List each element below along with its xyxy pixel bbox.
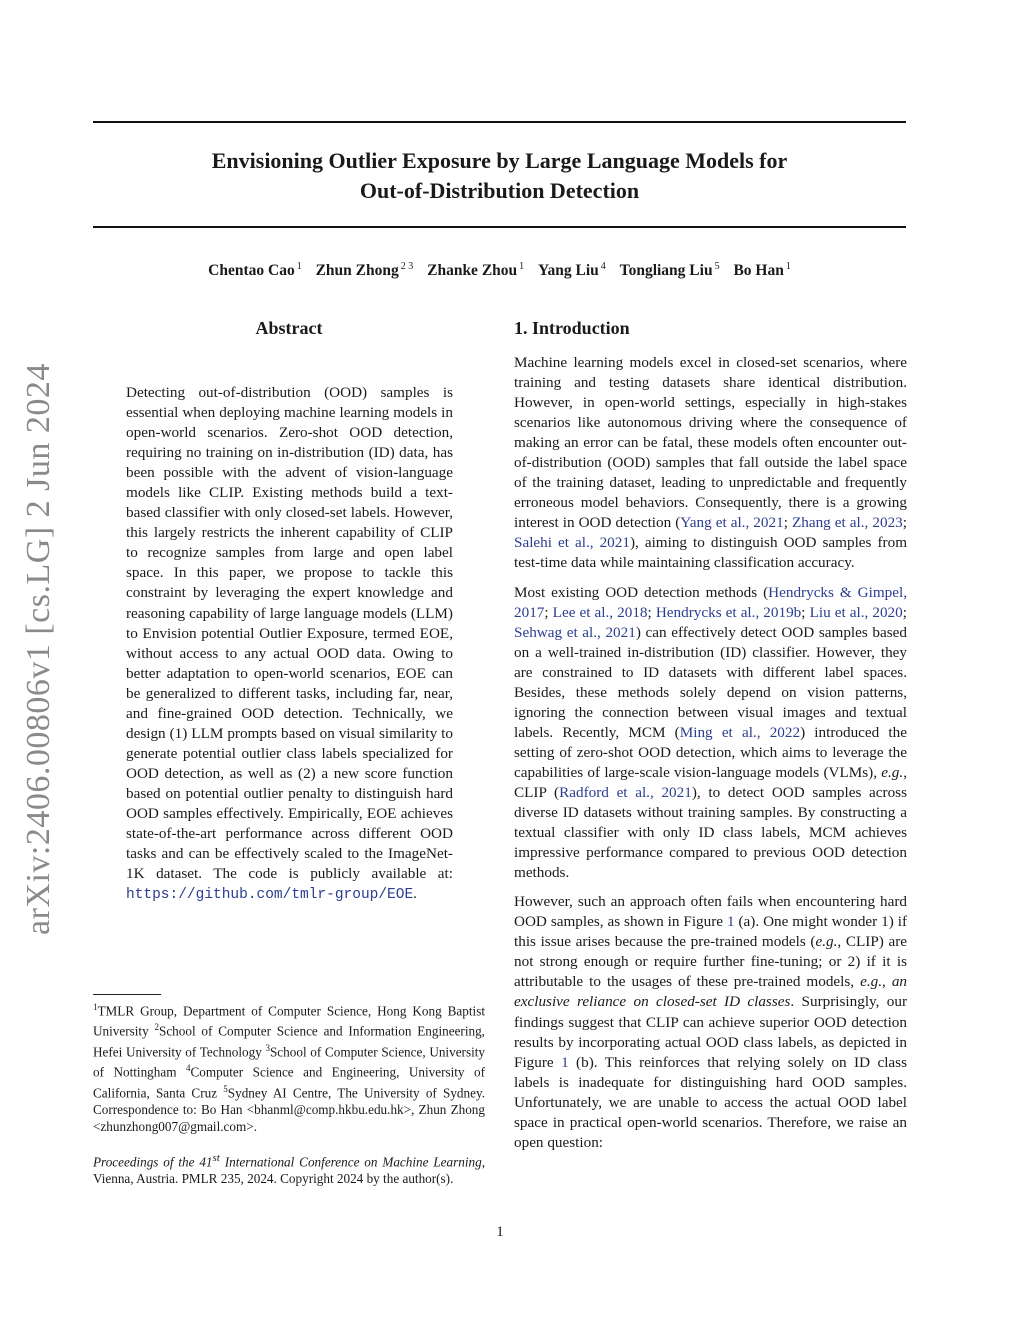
intro-paragraph-1: Machine learning models excel in closed-set scenarios, where training and testing datasets share identical distribution. However, in open-world settings, especially in high-stakes scenarios like autonomous driving where the consequence of making an error can be fatal, these models often encounter out-of-distribution (OOD) samples that fall outside the label space of the training dataset, leading to unpredictable and frequently erroneous model behaviors. Consequently, there is a growing interest in OOD detection (Yang et al., 2021; Zhang et al., 2023; Salehi et al., 2021), aiming to distinguish OOD samples from test-time data while maintaining classification accuracy. — [514, 354, 908, 572]
code-link[interactable]: https://github.com/tmlr-group/EOE — [126, 887, 414, 904]
citation-link[interactable]: Yang et al., 2021 — [680, 514, 784, 532]
paper-title — [93, 146, 906, 206]
citation-link[interactable]: Hendrycks et al., 2019b — [655, 603, 802, 621]
title-top-rule — [93, 121, 906, 123]
abstract-body: Detecting out-of-distribution (OOD) samples is essential when deploying machine learning models in open-world scenarios. Zero-shot OOD detection, requiring no training on in-distribution (ID) data, has been possible with the advent of vision-language models like CLIP. Existing methods build a text-based classifier with only closed-set labels. However, this largely restricts the inherent capability of CLIP to recognize samples from large and open label space. In this paper, we propose to tackle this constraint by leveraging the expert knowledge and reasoning capability of large language models (LLM) to Envision potential Outlier Exposure, termed EOE, without access to any actual OOD data. Owing to better adaptation to open-world scenarios, EOE can be generalized to different tasks, including far, near, and fine-grained OOD detection. Technically, we design (1) LLM prompts based on visual similarity to generate potential outlier class labels specialized for OOD detection, as well as (2) a new score function based on potential outlier penalty to distinguish hard OOD samples effectively. Empirically, EOE achieves state-of-the-art performance across different OOD tasks and can be effectively scaled to the ImageNet-1K dataset. The code is publicly available at: https://github.com/tmlr-group/EOE. — [126, 384, 453, 904]
footnote-rule — [93, 994, 161, 995]
abstract-heading: Abstract — [255, 318, 323, 338]
intro-paragraph-3: However, such an approach often fails when encountering hard OOD samples, as shown in Figure 1 (a). One might wonder 1) if this issue arises because the pre-trained models (e.g., CLIP) are not strong enough or require further fine-tuning; or 2) if it is attributable to the usages of these pre-trained models, e.g., an exclusive reliance on closed-set ID classes. Surprisingly, our findings suggest that CLIP can achieve superior OOD detection results by incorporating actual OOD class labels, as depicted in Figure 1 (b). This reinforces that relying solely on ID class labels is inadequate for distinguishing hard OOD samples. Unfortunately, we are unable to access the actual OOD label space in practical open-world scenarios. Therefore, we raise an open question: — [514, 893, 908, 1151]
author-list — [93, 261, 906, 280]
author: Tongliang Liu $^5$ — [619, 261, 720, 280]
figure-link[interactable]: 1 — [561, 1053, 569, 1071]
intro-heading: 1. Introduction — [514, 318, 630, 338]
citation-link[interactable]: Salehi et al., 2021 — [514, 534, 630, 552]
title-line-2: Out-of-Distribution Detection — [359, 178, 640, 203]
page-number: 1 — [496, 1224, 504, 1240]
intro-paragraph-2: Most existing OOD detection methods (Hendrycks & Gimpel, 2017; Lee et al., 2018; Hendrycks et al., 2019b; Liu et al., 2020; Sehwag et al., 2021) can effectively detect OOD samples based on a well-trained in-distribution (ID) classifier. However, they are constrained to ID datasets with different label spaces. Besides, these methods solely depend on vision patterns, ignoring the connection between visual images and textual labels. Recently, MCM (Ming et al., 2022) introduced the setting of zero-shot OOD detection, which aims to leverage the capabilities of large-scale vision-language models (VLMs), e.g., CLIP (Radford et al., 2021), to detect OOD samples across diverse ID datasets without training samples. By constructing a textual classifier with only ID class labels, MCM achieves impressive performance compared to previous OOD detection methods. — [514, 583, 908, 882]
title-line-1: Envisioning Outlier Exposure by Large Language Models for — [211, 148, 788, 173]
citation-link[interactable]: Zhang et al., 2023 — [791, 514, 903, 532]
author: Bo Han $^1$ — [733, 261, 791, 280]
citation-link[interactable]: Liu et al., 2020 — [809, 603, 903, 621]
author: Zhun Zhong $^{2 3}$ — [315, 261, 414, 280]
citation-link[interactable]: Lee et al., 2018 — [552, 603, 648, 621]
citation-link[interactable]: Radford et al., 2021 — [559, 783, 692, 801]
author: Zhanke Zhou $^1$ — [427, 261, 525, 280]
figure-link[interactable]: 1 — [726, 913, 735, 931]
author: Chentao Cao $^1$ — [208, 261, 302, 280]
author: Yang Liu $^4$ — [538, 261, 606, 280]
citation-link[interactable]: Hendrycks & Gimpel, 2017 — [514, 583, 907, 621]
citation-link[interactable]: Sehwag et al., 2021 — [514, 623, 636, 641]
citation-link[interactable]: Ming et al., 2022 — [679, 723, 801, 741]
title-bottom-rule — [93, 226, 906, 228]
arxiv-stamp: arXiv:2406.00806v1 [cs.LG] 2 Jun 2024 — [20, 363, 57, 935]
intro-body — [514, 353, 907, 1162]
affiliations-footnote: $^1$TMLR Group, Department of Computer Science, Hong Kong Baptist University $^2$School of Computer Science and Information Engineering, Hefei University of Technology $^3$School of Computer Science, University of Nottingham $^4$Computer Science and Engineering, University of California, Santa Cruz $^5$Sydney AI Centre, The University of Sydney. Correspondence to: Bo Han <bhanml@comp.hkbu.edu.hk>, Zhun Zhong <zhunzhong007@gmail.com>. — [93, 1002, 486, 1134]
proceedings-note: Proceedings of the 41st International Conference on Machine Learning, Vienna, Austria. PMLR 235, 2024. Copyright 2024 by the author(s). — [93, 1152, 485, 1187]
